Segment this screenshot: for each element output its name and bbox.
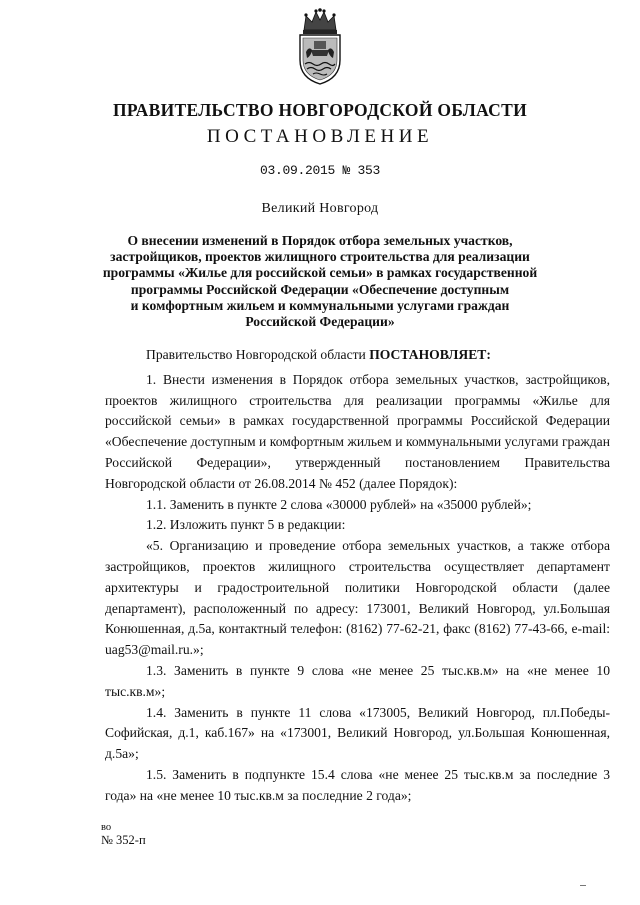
paragraph: 1.2. Изложить пункт 5 в редакции: <box>146 517 346 533</box>
title-line: и комфортным жильем и коммунальными услугами граждан <box>130 297 510 313</box>
title-line: О внесении изменений в Порядок отбора земельных участков, <box>127 233 513 248</box>
executor-initials: во <box>101 822 112 833</box>
paragraph: 1.3. Заменить в пункте 9 слова «не менее 25 тыс.кв.м» на «не менее 10 тыс.кв.м»; <box>105 662 610 699</box>
document-date-number: 03.09.2015 № 353 <box>259 163 381 178</box>
draft-reference: № 352-п <box>101 833 146 847</box>
scan-mark <box>580 885 586 886</box>
paragraph: 1.5. Заменить в подпункте 15.4 слова «не менее 25 тыс.кв.м за последние 3 года» на «не менее 10 тыс.кв.м за последние 2 года»; <box>105 766 610 803</box>
city-name: Великий Новгород <box>261 201 379 216</box>
resolution-lead <box>146 345 610 366</box>
document-type: ПОСТАНОВЛЕНИЕ <box>206 126 434 147</box>
paragraph: 1. Внести изменения в Порядок отбора земельных участков, застройщиков, проектов жилищного строительства для реализации программы «Жилье для российской семьи» в рамках государственной программы Российской Федерации «Обеспечение доступным и комфортным жильем и коммунальными услугами граждан Российской Федерации», утвержденный постановлением Правительства Новгородской области от 26.08.2014 № 452 (далее Порядок): <box>105 371 610 491</box>
lead-bold-text: ПОСТАНОВЛЯЕТ: <box>369 347 491 362</box>
paragraph: 1.4. Заменить в пункте 11 слова «173005, Великий Новгород, пл.Победы-Софийская, д.1, каб.167» на «173001, Великий Новгород, ул.Большая Конюшенная, д.5а»; <box>105 704 610 762</box>
paragraph: «5. Организацию и проведение отбора земельных участков, а также отбора застройщиков, проектов жилищного строительства осуществляет департамент архитектуры и градостроительной политики Новгородской области (далее департамент), расположенный по адресу: 173001, Великий Новгород, ул.Большая Конюшенная, д.5а, контактный телефон: (8162) 77-62-21, факс (8162) 77-43-66, e-mail: uag53@mail.ru.»; <box>105 538 610 658</box>
title-line: Российской Федерации» <box>245 314 395 330</box>
title-line: программы Российской Федерации «Обеспечение доступным <box>130 281 510 297</box>
coat-of-arms-emblem <box>294 8 346 86</box>
title-line: программы «Жилье для российской семьи» в рамках государственной <box>102 265 538 281</box>
document-body <box>105 345 610 807</box>
paragraph: 1.1. Заменить в пункте 2 слова «30000 рублей» на «35000 рублей»; <box>146 496 532 512</box>
organization-name: ПРАВИТЕЛЬСТВО НОВГОРОДСКОЙ ОБЛАСТИ <box>113 100 527 120</box>
lead-text: Правительство Новгородской области <box>146 347 370 362</box>
title-line: застройщиков, проектов жилищного строительства для реализации <box>110 249 530 265</box>
document-title <box>100 233 540 330</box>
footer-note <box>101 821 146 847</box>
